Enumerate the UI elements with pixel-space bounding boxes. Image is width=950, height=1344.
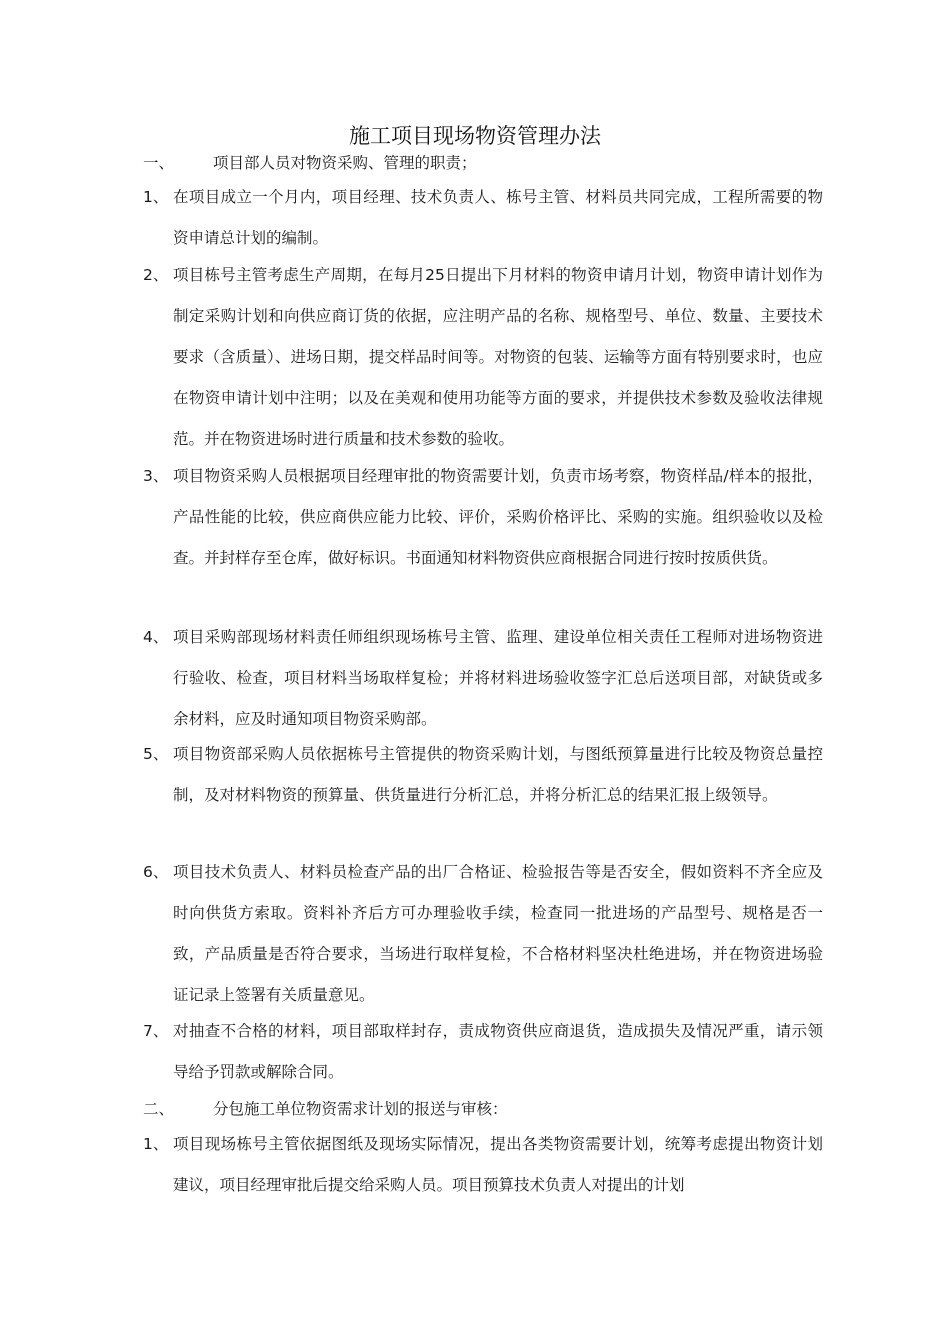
item-number: 2、	[143, 266, 169, 284]
section-number: 一、	[143, 154, 175, 172]
section-heading-2	[143, 1094, 823, 1124]
item-text: 项目物资部采购人员依据栋号主管提供的物资采购计划，与图纸预算量进行比较及物资总量控制，及对材料物资的预算量、供货量进行分析汇总，并将分析汇总的结果汇报上级领导。	[173, 745, 823, 804]
item-text: 项目现场栋号主管依据图纸及现场实际情况，提出各类物资需要计划，统筹考虑提出物资计划建议，项目经理审批后提交给采购人员。项目预算技术负责人对提出的计划	[173, 1135, 823, 1194]
item-number: 1、	[143, 1135, 169, 1153]
item-number: 5、	[143, 745, 169, 763]
item-number: 4、	[143, 628, 169, 646]
item-text: 项目物资采购人员根据项目经理审批的物资需要计划，负责市场考察，物资样品/样本的报批，产品性能的比较，供应商供应能力比较、评价，采购价格评比、采购的实施。组织验收以及检查。并封样存至仓库，做好标识。书面通知材料物资供应商根据合同进行按时按质供货。	[173, 467, 823, 567]
item-text: 项目栋号主管考虑生产周期，在每月25日提出下月材料的物资申请月计划，物资申请计划作为制定采购计划和向供应商订货的依据，应注明产品的名称、规格型号、单位、数量、主要技术要求（含质量）、进场日期，提交样品时间等。对物资的包装、运输等方面有特别要求时，也应在物资申请计划中注明；以及在美观和使用功能等方面的要求，并提供技术参数及验收法律规范。并在物资进场时进行质量和技术参数的验收。	[173, 266, 823, 448]
item-number: 3、	[143, 467, 169, 485]
item-text: 在项目成立一个月内，项目经理、技术负责人、栋号主管、材料员共同完成，工程所需要的物资申请总计划的编制。	[173, 188, 823, 247]
item-number: 6、	[143, 863, 169, 881]
item-text: 项目技术负责人、材料员检查产品的出厂合格证、检验报告等是否安全，假如资料不齐全应及时向供货方索取。资料补齐后方可办理验收手续，检查同一批进场的产品型号、规格是否一致，产品质量是否符合要求，当场进行取样复检，不合格材料坚决杜绝进场，并在物资进场验证记录上签署有关质量意见。	[173, 863, 823, 1004]
section-heading-text: 分包施工单位物资需求计划的报送与审核：	[213, 1100, 508, 1118]
section-heading-text: 项目部人员对物资采购、管理的职责；	[213, 154, 477, 172]
item-text: 对抽查不合格的材料，项目部取样封存，责成物资供应商退货，造成损失及情况严重，请示领导给予罚款或解除合同。	[173, 1022, 823, 1081]
section-number: 二、	[143, 1100, 175, 1118]
document-title: 施工项目现场物资管理办法	[349, 124, 601, 148]
section-heading-1	[143, 148, 823, 178]
item-number: 1、	[143, 188, 169, 206]
item-number: 7、	[143, 1022, 169, 1040]
item-text: 项目采购部现场材料责任师组织现场栋号主管、监理、建设单位相关责任工程师对进场物资进行验收、检查，项目材料当场取样复检；并将材料进场验收签字汇总后送项目部，对缺货或多余材料，应及时通知项目物资采购部。	[173, 628, 823, 728]
